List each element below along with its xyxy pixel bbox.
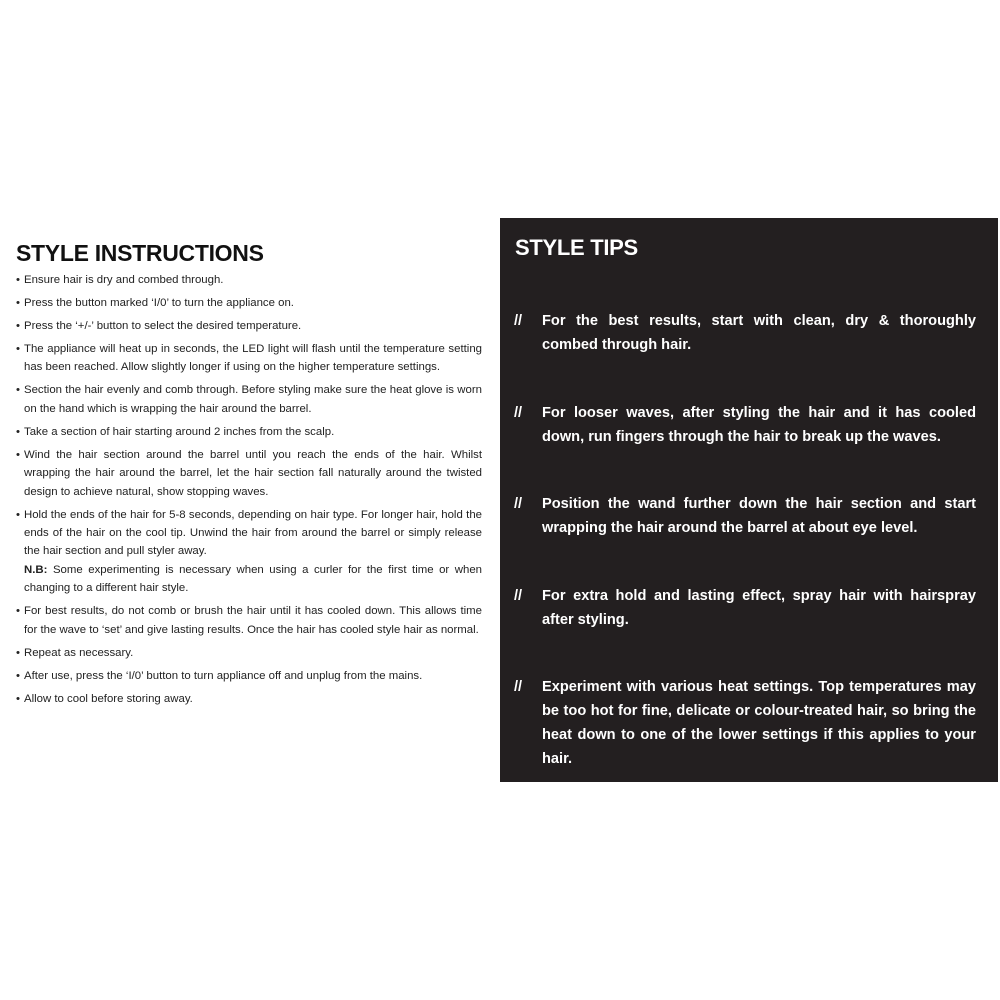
instruction-item-text: Hold the ends of the hair for 5-8 seconds, depending on hair type. For longer hair, hold the ends of the hair on the cool tip. Unwind the hair from around the barrel or simply release the hair section and pull styler away. <box>24 508 482 558</box>
tip-item <box>514 584 976 632</box>
note <box>24 561 482 598</box>
note-text: Some experimenting is necessary when using a curler for the first time or when changing to a different hair style. <box>24 563 482 595</box>
instruction-item: • Take a section of hair starting around 2 inches from the scalp. <box>16 423 482 441</box>
tip-text: Position the wand further down the hair section and start wrapping the hair around the barrel at about eye level. <box>542 496 976 536</box>
tip-text: For looser waves, after styling the hair and it has cooled down, run fingers through the hair to break up the waves. <box>542 405 976 445</box>
style-tips-title: STYLE TIPS <box>515 235 638 260</box>
tip-marker: // <box>514 679 523 695</box>
instruction-item: • After use, press the ‘I/0’ button to turn appliance off and unplug from the mains. <box>16 667 482 685</box>
instruction-item: • The appliance will heat up in seconds, the LED light will flash until the temperature setting has been reached. Allow slightly longer if using on the higher temperature settings. <box>16 340 482 377</box>
tip-item <box>514 492 976 540</box>
style-instructions-title: STYLE INSTRUCTIONS <box>16 240 264 266</box>
instruction-item: • Wind the hair section around the barrel until you reach the ends of the hair. Whilst wrapping the hair around the barrel, let the hair section fall naturally around the twisted design to achieve natural, show stopping waves. <box>16 446 482 501</box>
instruction-item: • Ensure hair is dry and combed through. <box>16 271 482 289</box>
tip-text: For extra hold and lasting effect, spray hair with hairspray after styling. <box>542 588 976 628</box>
tip-marker: // <box>514 588 523 604</box>
tip-text: Experiment with various heat settings. Top temperatures may be too hot for fine, delicate or colour-treated hair, so bring the heat down to one of the lower settings if this applies to your hair. <box>542 679 976 767</box>
style-tips-panel <box>500 218 998 782</box>
instructions-list <box>16 271 482 708</box>
instruction-item: • Press the button marked ‘I/0’ to turn the appliance on. <box>16 294 482 312</box>
instruction-item: • Allow to cool before storing away. <box>16 690 482 708</box>
instruction-item: • For best results, do not comb or brush the hair until it has cooled down. This allows time for the wave to ‘set’ and give lasting results. Once the hair has cooled style hair as normal. <box>16 602 482 639</box>
instruction-item: • Press the ‘+/-’ button to select the desired temperature. <box>16 317 482 335</box>
tip-item <box>514 675 976 771</box>
tip-marker: // <box>514 405 523 421</box>
tip-item <box>514 309 976 357</box>
tip-marker: // <box>514 313 523 329</box>
instruction-item: • Repeat as necessary. <box>16 644 482 662</box>
instruction-item-with-note <box>16 506 482 598</box>
tip-text: For the best results, start with clean, dry & thoroughly combed through hair. <box>542 313 976 353</box>
instruction-item: • Section the hair evenly and comb through. Before styling make sure the heat glove is worn on the hand which is wrapping the hair around the barrel. <box>16 381 482 418</box>
tip-item <box>514 401 976 449</box>
note-label: N.B: <box>24 563 48 576</box>
style-instructions-section <box>16 240 482 713</box>
tip-marker: // <box>514 496 523 512</box>
